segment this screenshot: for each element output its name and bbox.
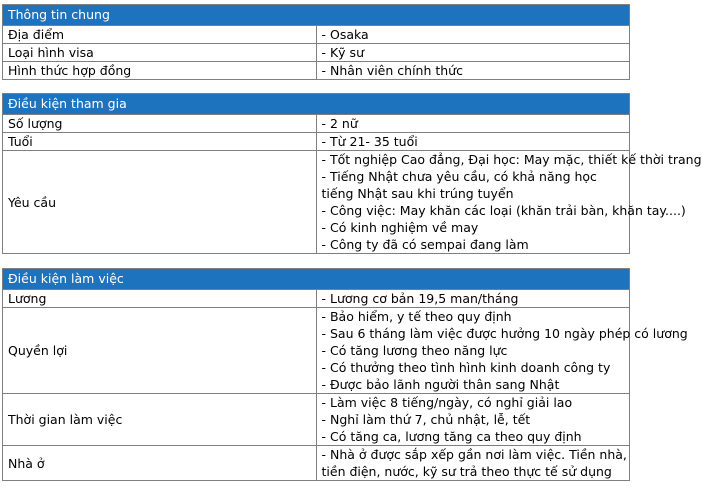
row-label-requirements: Yêu cầu — [3, 151, 317, 254]
row-value-age: - Từ 21- 35 tuổi — [316, 133, 630, 151]
table-row — [3, 26, 630, 44]
table-row — [3, 394, 630, 446]
table-row — [3, 133, 630, 151]
row-label-salary: Lương — [3, 290, 317, 308]
section-header-general: Thông tin chung — [3, 5, 630, 26]
general-info-table — [2, 4, 630, 80]
row-value-location: - Osaka — [316, 26, 630, 44]
table-row — [3, 446, 630, 481]
row-label-visa-type: Loại hình visa — [3, 44, 317, 62]
row-value-requirements: - Tốt nghiệp Cao đẳng, Đại học: May mặc, thiết kế thời trang - Tiếng Nhật chưa yêu cầu, có khả năng học tiếng Nhật sau khi trúng tuyển - Công việc: May khăn các loại (khăn trải bàn, khăn tay....) - Có kinh nghiệm về may - Công ty đã có sempai đang làm — [316, 151, 630, 254]
row-value-quantity: - 2 nữ — [316, 115, 630, 133]
working-conditions-table — [2, 268, 688, 481]
row-label-working-hours: Thời gian làm việc — [3, 394, 317, 446]
table-row — [3, 115, 630, 133]
table-row — [3, 44, 630, 62]
participation-conditions-table — [2, 93, 702, 254]
row-value-visa-type: - Kỹ sư — [316, 44, 630, 62]
row-label-location: Địa điểm — [3, 26, 317, 44]
table-row — [3, 290, 630, 308]
table-row — [3, 308, 630, 394]
row-label-housing: Nhà ở — [3, 446, 317, 481]
row-value-housing: - Nhà ở được sắp xếp gần nơi làm việc. Tiền nhà, tiền điện, nước, kỹ sư trả theo thực tế sử dụng — [316, 446, 630, 481]
row-label-benefits: Quyền lợi — [3, 308, 317, 394]
row-value-contract-type: - Nhân viên chính thức — [316, 62, 630, 80]
row-value-salary: - Lương cơ bản 19,5 man/tháng — [316, 290, 630, 308]
row-label-age: Tuổi — [3, 133, 317, 151]
row-value-working-hours: - Làm việc 8 tiếng/ngày, có nghỉ giải lao - Nghỉ làm thứ 7, chủ nhật, lễ, tết - Có tăng ca, lương tăng ca theo quy định — [316, 394, 630, 446]
row-value-benefits: - Bảo hiểm, y tế theo quy định - Sau 6 tháng làm việc được hưởng 10 ngày phép có lương - Có tăng lương theo năng lực - Có thưởng theo tình hình kinh doanh công ty - Được bảo lãnh người thân sang Nhật — [316, 308, 630, 394]
row-label-quantity: Số lượng — [3, 115, 317, 133]
table-row — [3, 62, 630, 80]
table-row — [3, 151, 630, 254]
section-header-working: Điều kiện làm việc — [3, 269, 630, 290]
row-label-contract-type: Hình thức hợp đồng — [3, 62, 317, 80]
section-header-participation: Điều kiện tham gia — [3, 94, 630, 115]
